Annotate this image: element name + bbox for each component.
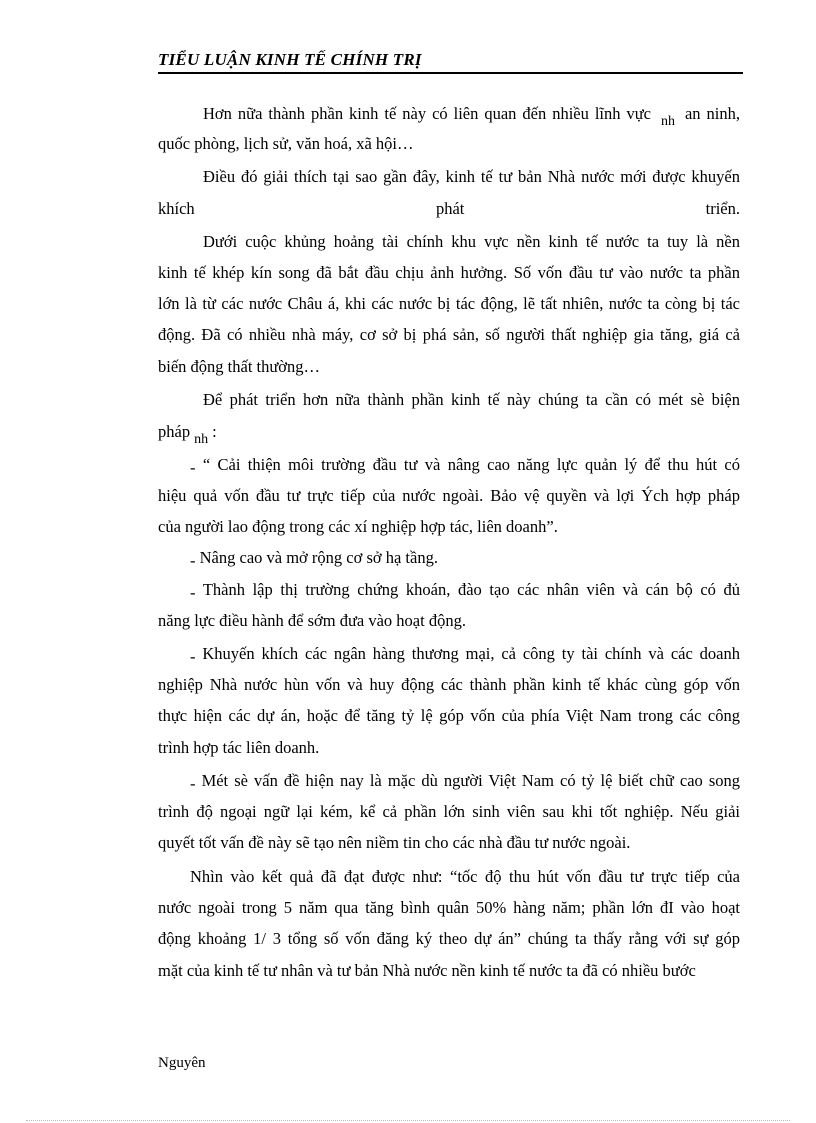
text-line: - Thành lập thị trường chứng khoán, đào tạo các nhân viên và cán bộ có đủ bbox=[190, 580, 741, 602]
subscript-text: nh bbox=[661, 114, 675, 129]
text-line: trình độ ngoại ngữ lại kém, kể cả phần lớn sinh viên sau khi tốt nghiệp. Nếu giải bbox=[158, 802, 740, 821]
text-line: nghiệp Nhà nước hùn vốn và huy động các thành phần kinh tế khác cùng góp vốn bbox=[158, 675, 740, 694]
text-line: quốc phòng, lịch sử, văn hoá, xã hội… bbox=[158, 134, 414, 153]
text-line: - Khuyến khích các ngân hàng thương mại, cả công ty tài chính và các doanh bbox=[190, 644, 740, 666]
bullet-dash: - bbox=[190, 583, 196, 602]
text-line: hiệu quả vốn đầu tư trực tiếp của nước ngoài. Bảo vệ quyền và lợi Ých hợp pháp bbox=[158, 486, 740, 505]
text-line: động khoảng 1/ 3 tổng số vốn đăng ký theo dự án” chúng ta thấy rằng với sự góp bbox=[158, 929, 740, 948]
text-line: Để phát triển hơn nữa thành phần kinh tế này chúng ta cần có mét sè biện bbox=[203, 390, 740, 409]
text-line: - “ Cải thiện môi trường đầu tư và nâng cao năng lực quản lý để thu hút có bbox=[190, 455, 741, 477]
bullet-dash: - bbox=[190, 458, 196, 477]
text-line: Nhìn vào kết quả đã đạt được như: “tốc độ thu hút vốn đầu tư trực tiếp của bbox=[190, 867, 740, 886]
text-line: của người lao động trong các xí nghiệp hợp tác, liên doanh”. bbox=[158, 517, 558, 536]
text-line: trình hợp tác liên doanh. bbox=[158, 738, 320, 757]
text-line: lớn là từ các nước Châu á, khi các nước bị tác động, lẽ tất nhiên, nước ta còng bị tác bbox=[158, 294, 740, 313]
page-header-title: TIỂU LUẬN KINH TẾ CHÍNH TRỊ bbox=[158, 50, 422, 69]
header-rule bbox=[158, 72, 743, 74]
footer-rule bbox=[26, 1120, 790, 1121]
footer-author: Nguyên bbox=[158, 1055, 206, 1071]
text-line: mặt của kinh tế tư nhân và tư bản Nhà nước nền kinh tế nước ta đã có nhiều bước bbox=[158, 961, 696, 980]
text-line: động. Đã có nhiều nhà máy, cơ sở bị phá sản, số người thất nghiệp gia tăng, giá cả bbox=[158, 325, 740, 344]
text-line: kinh tế khép kín song đã bắt đầu chịu ảnh hưởng. Số vốn đầu tư vào nước ta phần bbox=[158, 263, 740, 282]
text-line: Dưới cuộc khủng hoảng tài chính khu vực nền kinh tế nước ta tuy là nền bbox=[203, 232, 740, 251]
text-line: thực hiện các dự án, hoặc để tăng tỷ lệ góp vốn của phía Việt Nam trong các công bbox=[158, 706, 740, 725]
text-line: năng lực điều hành để sớm đưa vào hoạt động. bbox=[158, 611, 466, 630]
text-line: nước ngoài trong 5 năm qua tăng bình quân 50% hàng năm; phần lớn đI vào hoạt bbox=[158, 898, 740, 917]
text-line: biến động thất thường… bbox=[158, 357, 321, 376]
bullet-dash: - bbox=[190, 647, 196, 666]
text-line: - Mét sè vấn đề hiện nay là mặc dù người Việt Nam có tỷ lệ biết chữ cao song bbox=[190, 771, 740, 793]
text-line: quyết tốt vấn đề này sẽ tạo nên niềm tin cho các nhà đầu tư nước ngoài. bbox=[158, 833, 631, 852]
bullet-dash: - bbox=[190, 774, 196, 793]
bullet-dash: - bbox=[190, 551, 196, 570]
text-line: khích phát triển. bbox=[158, 199, 740, 218]
text-line: Điều đó giải thích tại sao gần đây, kinh tế tư bản Nhà nước mới được khuyến bbox=[203, 167, 740, 186]
text-line: pháp $_{nh}$ : bbox=[158, 422, 217, 447]
text-line: Hơn nữa thành phần kinh tế này có liên quan đến nhiều lĩnh vực $_{nh}$ an ninh, bbox=[203, 104, 740, 129]
text-line: - Nâng cao và mở rộng cơ sở hạ tầng. bbox=[190, 548, 438, 570]
subscript-text: nh bbox=[194, 432, 209, 447]
